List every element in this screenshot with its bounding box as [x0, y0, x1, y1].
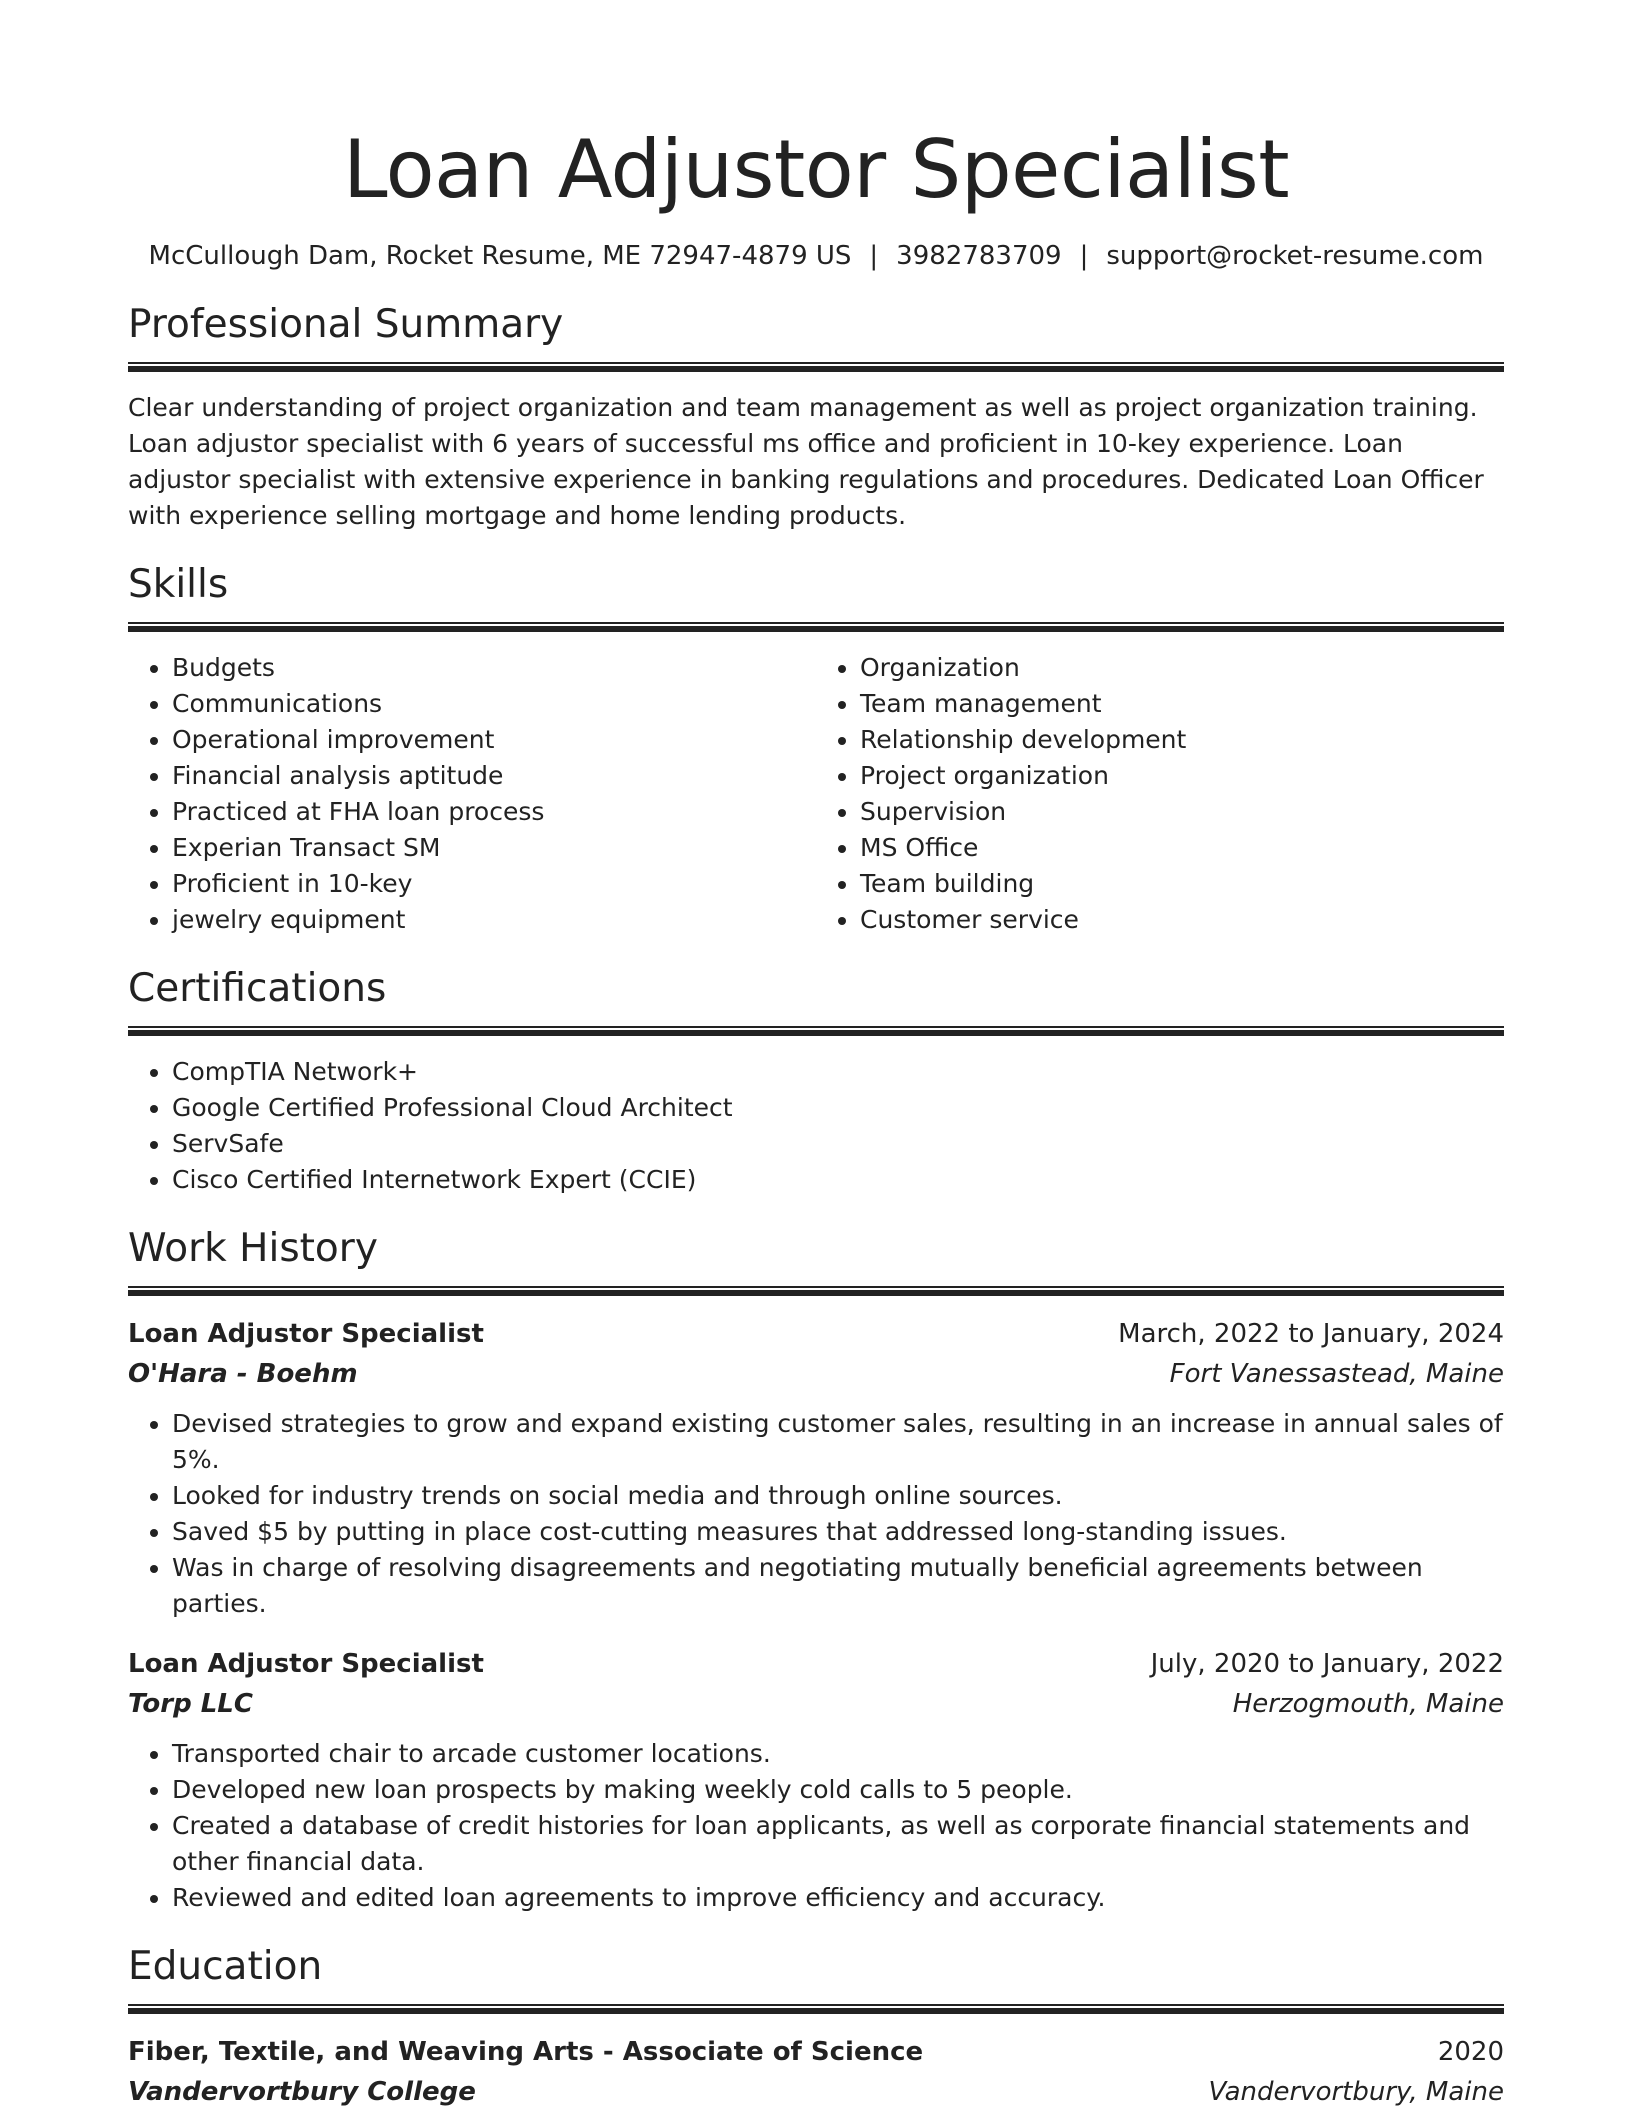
job-location: Fort Vanessastead, Maine — [1169, 1359, 1504, 1389]
job-company-row — [128, 1354, 1504, 1394]
certification-item: • CompTIA Network+ — [172, 1054, 1504, 1090]
job-dates: March, 2022 to January, 2024 — [1118, 1319, 1504, 1349]
skill-item: • jewelry equipment — [172, 902, 816, 938]
skill-item: • Team building — [860, 866, 1504, 902]
contact-address: McCullough Dam, Rocket Resume, ME 72947-4879 US — [148, 241, 852, 271]
skill-item: • Experian Transact SM — [172, 830, 816, 866]
job-location: Herzogmouth, Maine — [1232, 1689, 1504, 1719]
job-bullet: • Saved $5 by putting in place cost-cutting measures that addressed long-standing issues. — [172, 1514, 1504, 1550]
skill-item: • Organization — [860, 650, 1504, 686]
education-school-row — [128, 2072, 1504, 2112]
skill-item: • Supervision — [860, 794, 1504, 830]
job-bullet: • Transported chair to arcade customer locations. — [172, 1736, 1504, 1772]
skill-item: • Practiced at FHA loan process — [172, 794, 816, 830]
section-divider — [128, 362, 1504, 372]
job-bullets — [128, 1736, 1504, 1916]
resume-name: Loan Adjustor Specialist — [342, 123, 1290, 216]
skills-list-left — [128, 650, 816, 938]
education-section — [128, 1942, 1504, 2112]
certification-item: • Google Certified Professional Cloud Architect — [172, 1090, 1504, 1126]
job-bullet: • Developed new loan prospects by making weekly cold calls to 5 people. — [172, 1772, 1504, 1808]
job-company-row — [128, 1684, 1504, 1724]
job-title: Loan Adjustor Specialist — [128, 1649, 484, 1679]
job-header-row — [128, 1644, 1504, 1684]
job-header-row — [128, 1314, 1504, 1354]
skill-item: • Proficient in 10-key — [172, 866, 816, 902]
job-entry — [128, 1314, 1504, 1622]
skill-item: • Communications — [172, 686, 816, 722]
job-bullet: • Reviewed and edited loan agreements to improve efficiency and accuracy. — [172, 1880, 1504, 1916]
job-bullet: • Was in charge of resolving disagreements and negotiating mutually beneficial agreements between parties. — [172, 1550, 1504, 1622]
skill-item: • Financial analysis aptitude — [172, 758, 816, 794]
contact-phone: 3982783709 — [896, 241, 1062, 271]
section-divider — [128, 622, 1504, 632]
contact-separator: | — [869, 241, 879, 271]
skill-item: • Operational improvement — [172, 722, 816, 758]
skill-item: • Relationship development — [860, 722, 1504, 758]
skills-columns — [128, 650, 1504, 938]
section-divider — [128, 2004, 1504, 2014]
education-location: Vandervortbury, Maine — [1208, 2077, 1504, 2107]
skill-item: • MS Office — [860, 830, 1504, 866]
certification-item: • Cisco Certified Internetwork Expert (CCIE) — [172, 1162, 1504, 1198]
education-school: Vandervortbury College — [128, 2077, 476, 2107]
summary-title: Professional Summary — [128, 302, 564, 347]
skill-item: • Team management — [860, 686, 1504, 722]
skill-item: • Customer service — [860, 902, 1504, 938]
job-entry — [128, 1644, 1504, 1916]
education-title: Education — [128, 1944, 323, 1989]
certifications-title: Certifications — [128, 966, 387, 1011]
contact-line — [128, 238, 1504, 274]
section-divider — [128, 1286, 1504, 1296]
contact-separator: | — [1079, 241, 1089, 271]
education-header-row — [128, 2032, 1504, 2072]
certifications-list — [128, 1054, 1504, 1198]
section-divider — [128, 1026, 1504, 1036]
summary-text: Clear understanding of project organization and team management as well as project organization training. Loan adjustor specialist with 6 years of successful ms office and proficient in 10-key experience. Loan adjustor specialist with extensive experience in banking regulations and procedures. Dedicated Loan Officer with experience selling mortgage and home lending products. — [128, 393, 1484, 530]
job-title: Loan Adjustor Specialist — [128, 1319, 484, 1349]
summary-section — [128, 300, 1504, 534]
certifications-section — [128, 964, 1504, 1198]
job-bullets — [128, 1406, 1504, 1622]
work-title: Work History — [128, 1226, 378, 1271]
job-bullet: • Looked for industry trends on social media and through online sources. — [172, 1478, 1504, 1514]
education-year: 2020 — [1437, 2037, 1504, 2067]
skills-list-right — [816, 650, 1504, 938]
skills-section — [128, 560, 1504, 938]
job-bullet: • Created a database of credit histories for loan applicants, as well as corporate financial statements and other financial data. — [172, 1808, 1504, 1880]
education-entry — [128, 2032, 1504, 2112]
skill-item: • Project organization — [860, 758, 1504, 794]
education-degree: Fiber, Textile, and Weaving Arts - Associate of Science — [128, 2037, 924, 2067]
contact-email[interactable]: support@rocket-resume.com — [1106, 241, 1484, 271]
work-section — [128, 1224, 1504, 1916]
job-dates: July, 2020 to January, 2022 — [1150, 1649, 1504, 1679]
job-company: O'Hara - Boehm — [128, 1359, 358, 1389]
skills-title: Skills — [128, 562, 229, 607]
skill-item: • Budgets — [172, 650, 816, 686]
job-company: Torp LLC — [128, 1689, 253, 1719]
job-bullet: • Devised strategies to grow and expand existing customer sales, resulting in an increase in annual sales of 5%. — [172, 1406, 1504, 1478]
certification-item: • ServSafe — [172, 1126, 1504, 1162]
